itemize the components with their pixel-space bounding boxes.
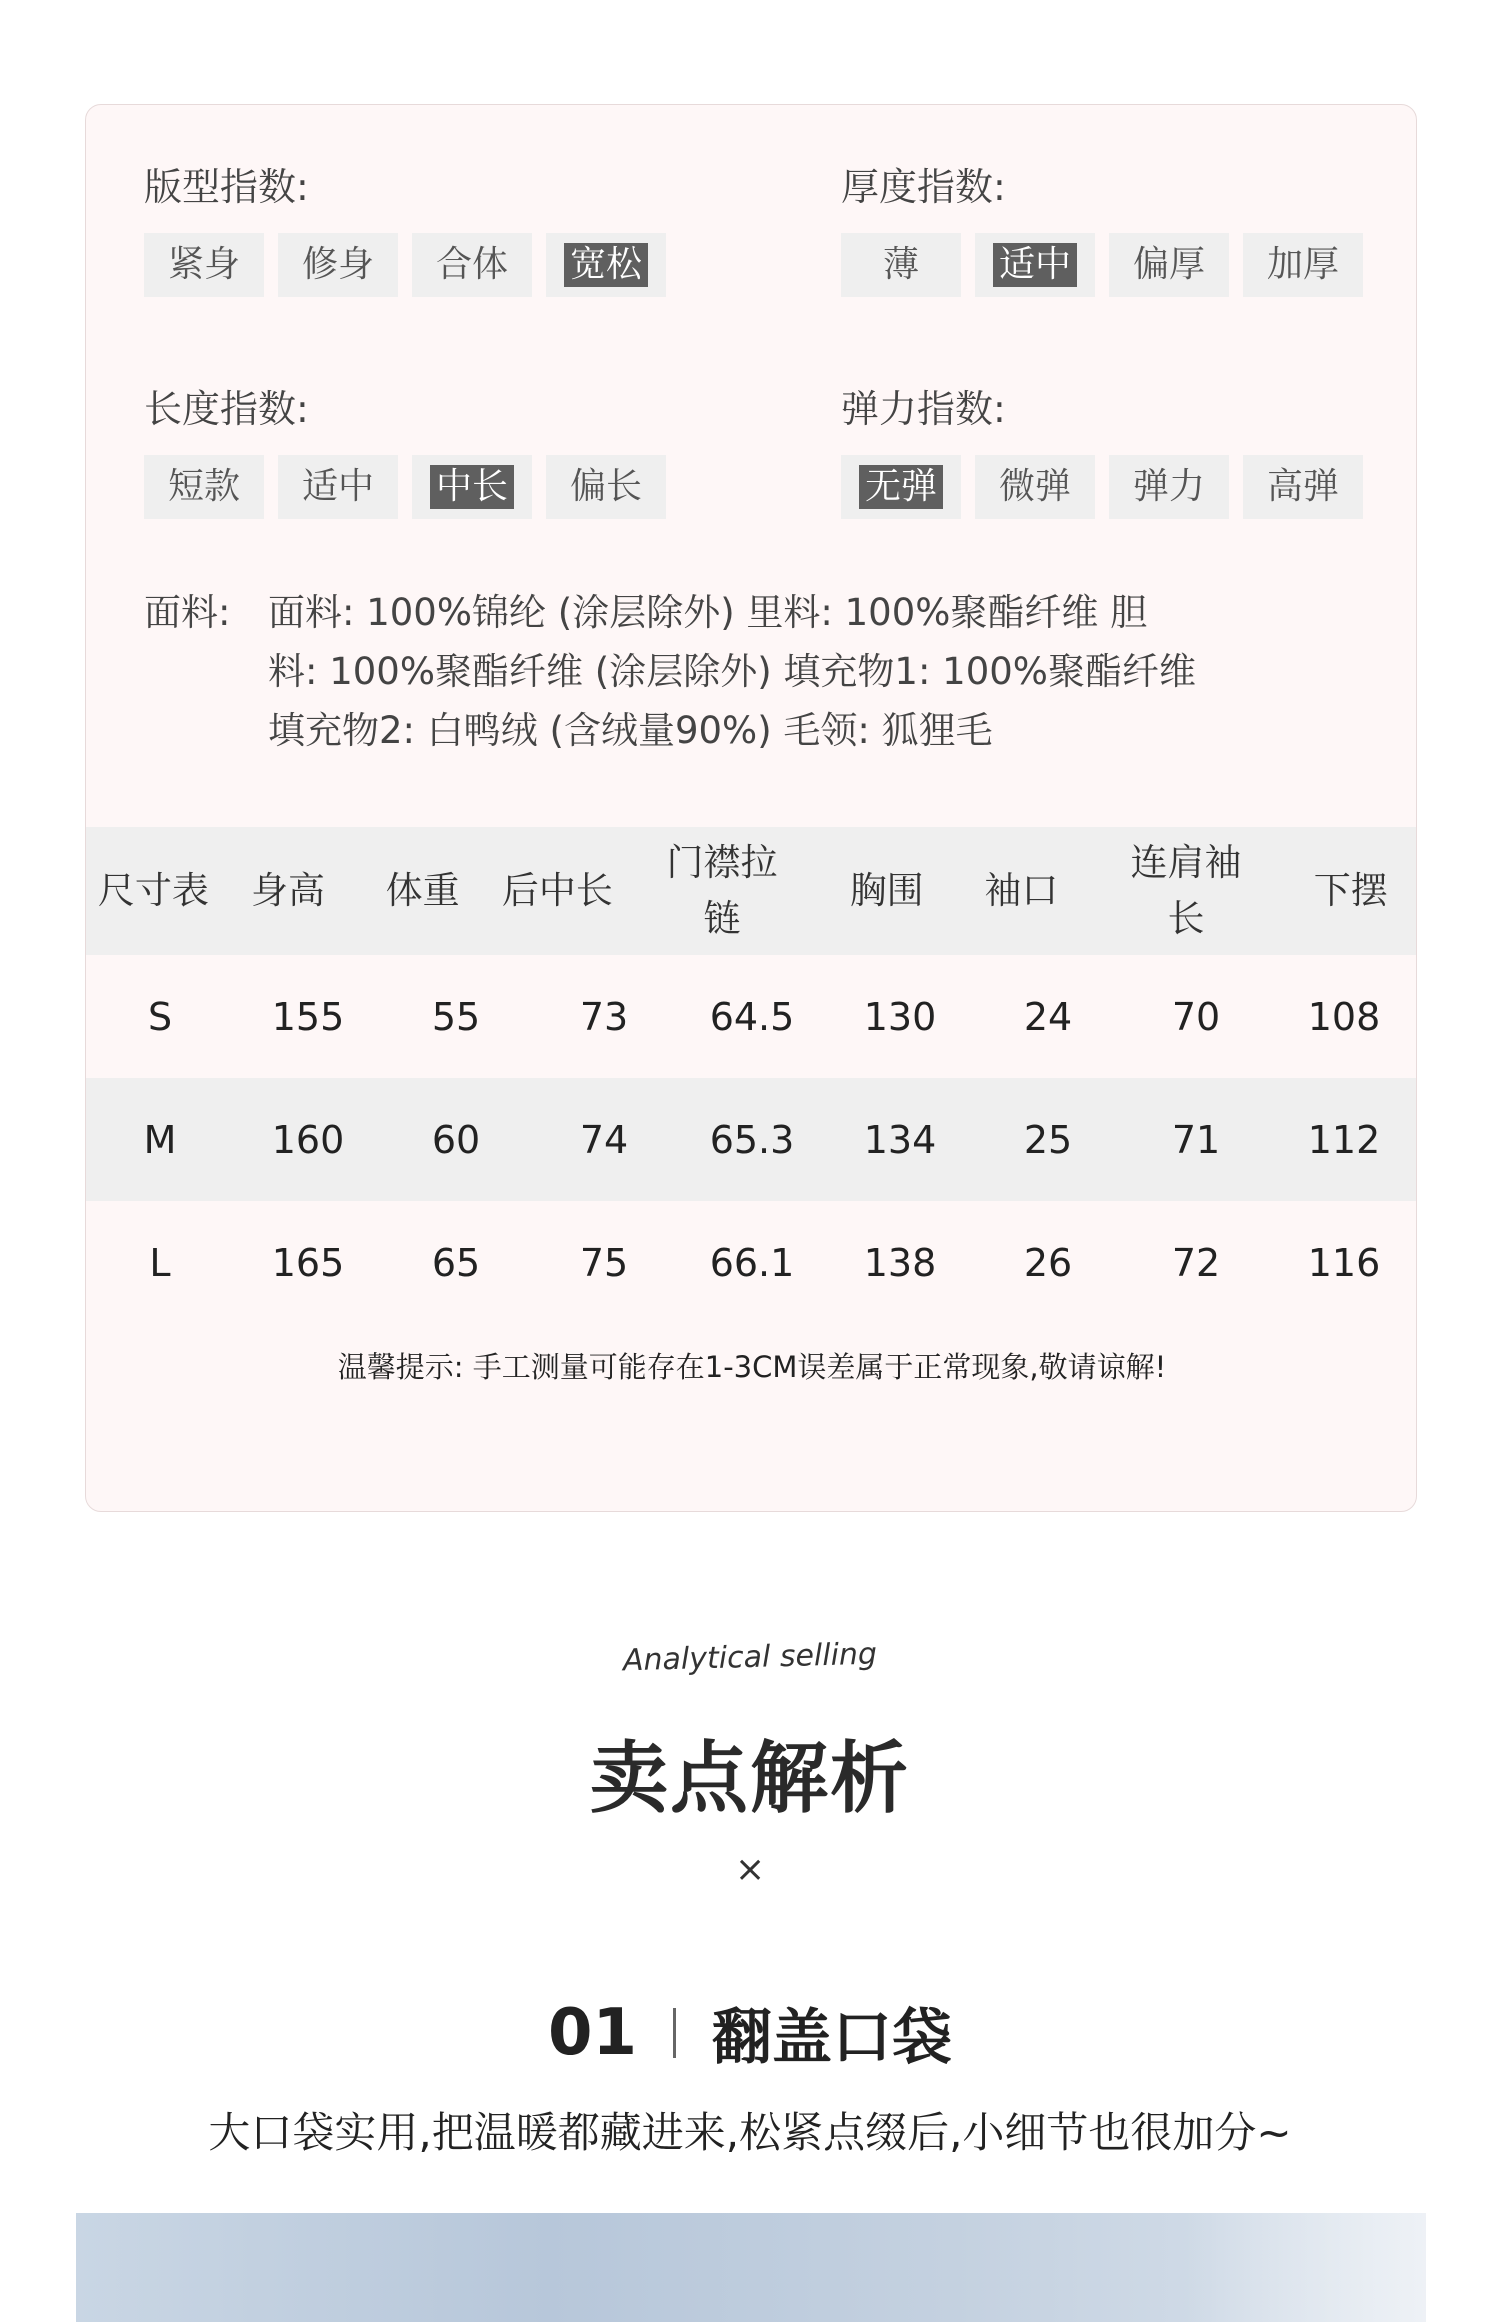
table-header-cell: 胸围 (849, 869, 924, 912)
fit-option (412, 233, 532, 297)
table-row (86, 1078, 1417, 1201)
table-cell: 65 (431, 1240, 481, 1285)
fabric-text (268, 583, 1364, 760)
fabric-line: 料: 100%聚酯纤维 (涂层除外) 填充物1: 100%聚酯纤维 (268, 650, 1196, 693)
table-header-cell: 连肩袖长 (1130, 841, 1242, 940)
thickness-option (1109, 233, 1229, 297)
length-option (546, 455, 666, 519)
table-cell: 112 (1307, 1117, 1381, 1162)
elasticity-index-options (841, 455, 1363, 519)
fit-option (278, 233, 398, 297)
table-cell: 74 (579, 1117, 629, 1162)
length-option-label: 短款 (167, 466, 240, 507)
elasticity-option (1109, 455, 1229, 519)
elasticity-option-selected (841, 455, 961, 519)
table-cell: L (149, 1240, 171, 1285)
elasticity-option-label: 无弹 (859, 465, 943, 509)
fit-option-label: 紧身 (167, 244, 240, 285)
measurement-tip: 温馨提示: 手工测量可能存在1-3CM误差属于正常现象,敬请谅解! (337, 1350, 1167, 1384)
table-cell: 75 (579, 1240, 629, 1285)
thickness-index (841, 163, 1363, 297)
thickness-option (841, 233, 961, 297)
table-cell: 134 (863, 1117, 937, 1162)
fabric-line: 填充物2: 白鸭绒 (含绒量90%) 毛领: 狐狸毛 (268, 709, 993, 752)
elasticity-index (841, 385, 1363, 519)
fit-index-options (144, 233, 666, 297)
elasticity-option (1243, 455, 1363, 519)
product-info-card (85, 104, 1417, 1512)
fit-option-label: 宽松 (564, 243, 648, 287)
table-cell: M (143, 1117, 177, 1162)
table-header-cell: 尺寸表 (97, 869, 209, 912)
table-cell: 71 (1171, 1117, 1221, 1162)
table-cell: 108 (1307, 994, 1381, 1039)
table-cell: 130 (863, 994, 937, 1039)
elasticity-option-label: 微弹 (998, 466, 1071, 507)
elasticity-index-title: 弹力指数: (841, 387, 1006, 431)
table-cell: S (147, 994, 173, 1039)
fabric-label: 面料: (144, 591, 231, 634)
length-option (278, 455, 398, 519)
fabric-composition (144, 583, 1364, 760)
table-cell: 24 (1023, 994, 1073, 1039)
section-divider (673, 2008, 676, 2058)
length-option-label: 偏长 (569, 466, 642, 507)
selling-subtitle: Analytical selling (622, 1636, 878, 1679)
elasticity-option (975, 455, 1095, 519)
table-cell: 72 (1171, 1240, 1221, 1285)
table-cell: 65.3 (709, 1117, 795, 1162)
table-header-cell: 后中长 (501, 869, 613, 912)
table-header-cell: 体重 (385, 869, 460, 912)
table-header-row (86, 827, 1417, 955)
length-option-selected (412, 455, 532, 519)
thickness-index-title: 厚度指数: (841, 165, 1006, 209)
fabric-line: 面料: 100%锦纶 (涂层除外) 里料: 100%聚酯纤维 胆 (268, 591, 1148, 634)
fit-option-label: 合体 (435, 244, 508, 285)
table-cell: 60 (431, 1117, 481, 1162)
table-cell: 138 (863, 1240, 937, 1285)
table-cell: 155 (271, 994, 345, 1039)
section-title: 翻盖口袋 (712, 2003, 953, 2073)
table-cell: 64.5 (709, 994, 795, 1039)
elasticity-option-label: 高弹 (1266, 466, 1339, 507)
table-header-cell: 身高 (251, 869, 325, 912)
table-row (86, 955, 1417, 1078)
table-cell: 70 (1171, 994, 1221, 1039)
fit-option-selected (546, 233, 666, 297)
table-header-cell: 袖口 (984, 869, 1059, 912)
thickness-option-label: 加厚 (1266, 244, 1339, 285)
table-cell: 55 (431, 994, 481, 1039)
table-cell: 66.1 (709, 1240, 795, 1285)
elasticity-option-label: 弹力 (1132, 466, 1205, 507)
size-table (86, 827, 1417, 1324)
table-row (86, 1201, 1417, 1324)
thickness-option-label: 薄 (882, 244, 919, 285)
table-cell: 165 (271, 1240, 345, 1285)
selling-title: 卖点解析 (589, 1734, 910, 1824)
section-heading (0, 1990, 1500, 2076)
length-index-title: 长度指数: (144, 387, 309, 431)
length-index-options (144, 455, 666, 519)
table-cell: 26 (1023, 1240, 1073, 1285)
section-number: 01 (547, 1996, 638, 2070)
length-option-label: 适中 (301, 466, 374, 507)
thickness-option (1243, 233, 1363, 297)
section-description: 大口袋实用,把温暖都藏进来,松紧点缀后,小细节也很加分~ (208, 2108, 1292, 2157)
thickness-option-label: 适中 (993, 243, 1077, 287)
thickness-option-label: 偏厚 (1132, 244, 1205, 285)
thickness-option-selected (975, 233, 1095, 297)
table-header-cell: 门襟拉链 (666, 841, 778, 940)
product-photo (76, 2213, 1426, 2322)
fit-option (144, 233, 264, 297)
length-option-label: 中长 (430, 465, 514, 509)
thickness-index-options (841, 233, 1363, 297)
table-cell: 73 (579, 994, 629, 1039)
length-index (144, 385, 666, 519)
table-cell: 116 (1307, 1240, 1381, 1285)
fit-option-label: 修身 (301, 244, 374, 285)
x-mark-icon: × (735, 1849, 766, 1890)
table-cell: 160 (271, 1117, 345, 1162)
table-cell: 25 (1023, 1117, 1073, 1162)
length-option (144, 455, 264, 519)
table-header-cell: 下摆 (1313, 869, 1388, 912)
fit-index (144, 163, 666, 297)
fit-index-title: 版型指数: (144, 165, 309, 209)
